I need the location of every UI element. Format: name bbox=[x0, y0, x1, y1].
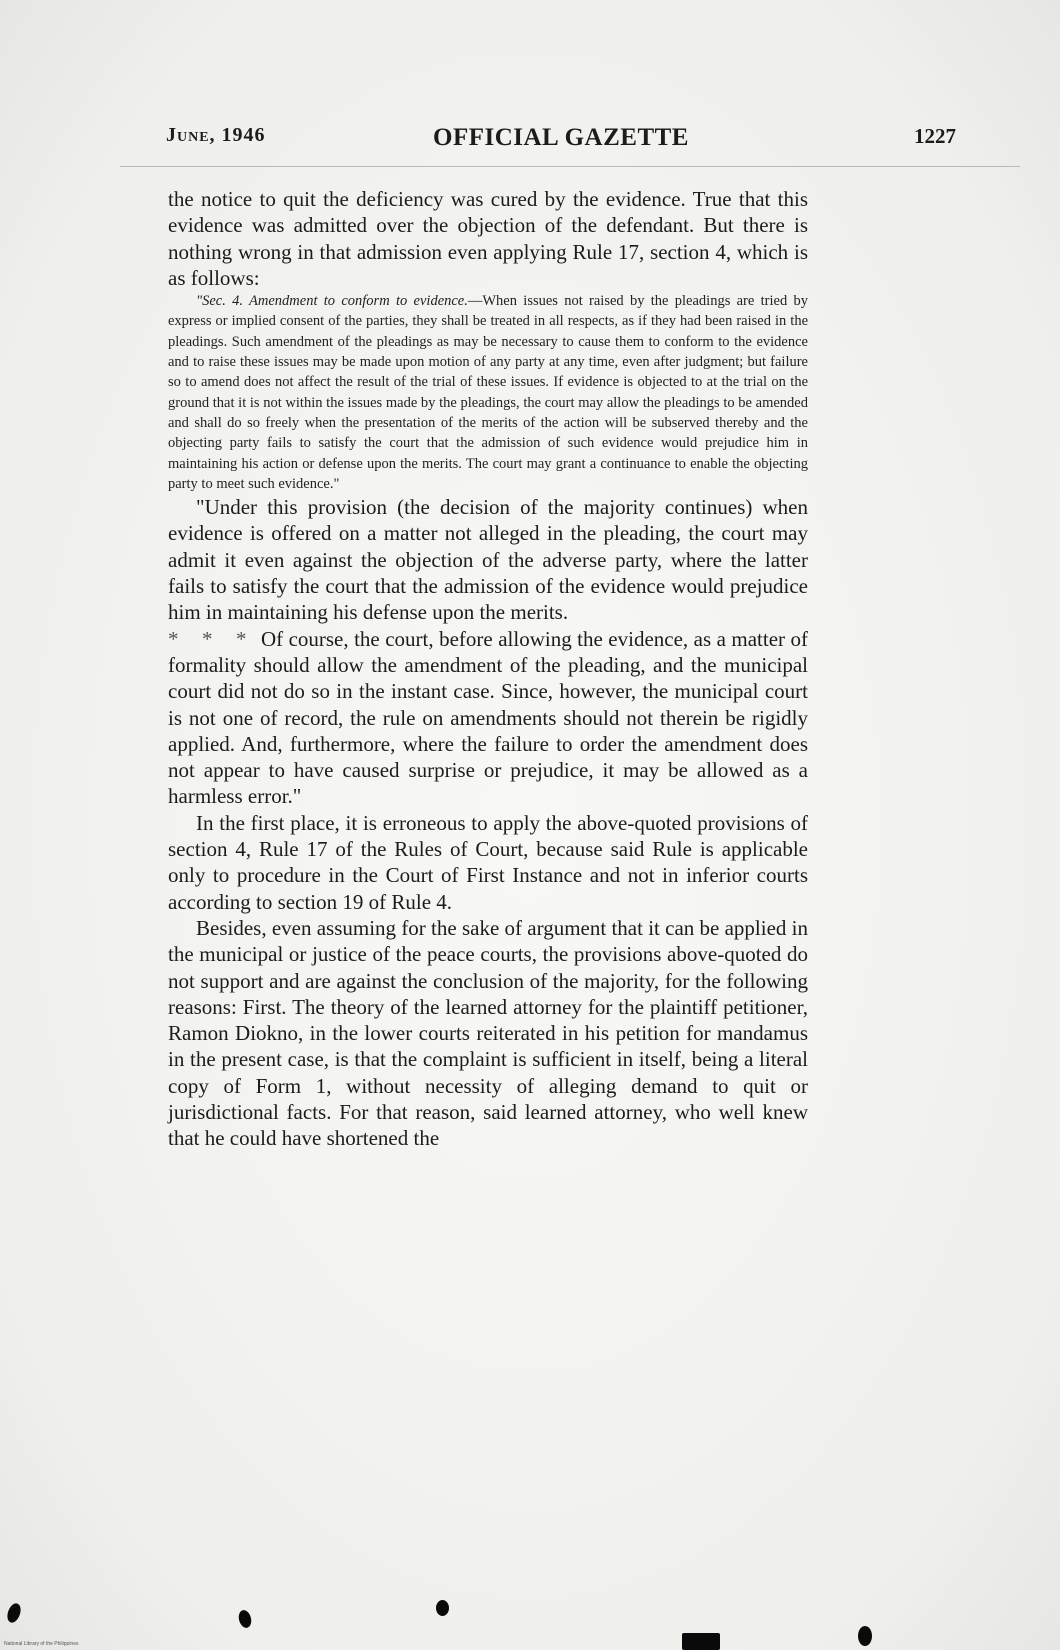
quote-body: —When issues not raised by the pleadings are tried by express or implied consent of the parties, they shall be treated in all respects, as if they had been raised in the pleadings. Such amendment of the pleadings as may be necessary to cause them to conform to the evidence and to raise these issues may be made upon motion of any party at any time, even after judgment; but failure so to amend does not affect the result of the trial of these issues. If evidence is objected to at the trial on the ground that it is not within the issues made by the pleadings, the court may allow the pleadings to be amended and shall do so freely when the presentation of the merits of the action will be subserved thereby and the objecting party fails to satisfy the court that the admission of such evidence would prejudice him in maintaining his action or defense upon the merits. The court may grant a continuance to enable the objecting party to meet such evidence." bbox=[168, 293, 808, 492]
header-date: June, 1946 bbox=[166, 124, 266, 146]
paragraph-2 bbox=[168, 494, 808, 810]
scan-mark-3 bbox=[436, 1600, 449, 1616]
paragraph-2-part-1: "Under this provision (the decision of the majority continues) when evidence is offered on a matter not alleged in the pleading, the court may admit it even against the objection of the adverse party, where the latter fails to satisfy the court that the admission of the evidence would prejudice him in maintaining his defense upon the merits. bbox=[168, 495, 808, 625]
header-rule bbox=[120, 166, 1020, 167]
footer-credit: National Library of the Philippines bbox=[4, 1641, 79, 1647]
paragraph-1: the notice to quit the deficiency was cured by the evidence. True that this evidence was admitted over the objection of the defendant. But there is nothing wrong in that admission even applying Rule 17, section 4, which is as follows: bbox=[168, 187, 808, 290]
header-title: OFFICIAL GAZETTE bbox=[433, 124, 689, 151]
ellipsis-stars: * * * bbox=[168, 626, 256, 651]
paragraph-2-part-2: Of course, the court, before allowing the evidence, as a matter of formality should allow the amendment of the pleading, and the municipal court did not do so in the instant case. Since, however, the municipal court is not one of record, the rule on amendments should not therein be rigidly applied. And, furthermore, where the failure to order the amendment does not appear to have caused surprise or prejudice, it may be allowed as a harmless error." bbox=[168, 626, 809, 809]
scan-mark-5 bbox=[858, 1626, 872, 1646]
main-text bbox=[168, 186, 808, 1152]
quote-heading: "Sec. 4. Amendment to conform to evidence. bbox=[196, 293, 468, 310]
paragraph-3: In the first place, it is erroneous to apply the above-quoted provisions of section 4, Rule 17 of the Rules of Court, because said Rule is applicable only to procedure in the Court of First Instance and not in inferior courts according to section 19 of Rule 4. bbox=[168, 810, 808, 914]
block-quote bbox=[168, 291, 808, 494]
page-number: 1227 bbox=[914, 124, 956, 148]
running-header bbox=[166, 124, 956, 160]
scan-mark-4 bbox=[682, 1633, 720, 1650]
paragraph-4: Besides, even assuming for the sake of argument that it can be applied in the municipal or justice of the peace courts, the provisions above-quoted do not support and are against the conclusion of the majority, for the following reasons: First. The theory of the learned attorney for the plaintiff petitioner, Ramon Diokno, in the lower courts reiterated in his petition for mandamus in the present case, is that the complaint is sufficient in itself, being a literal copy of Form 1, without necessity of alleging demand to quit or jurisdictional facts. For that reason, said learned attorney, who well knew that he could have shortened the bbox=[168, 915, 808, 1151]
